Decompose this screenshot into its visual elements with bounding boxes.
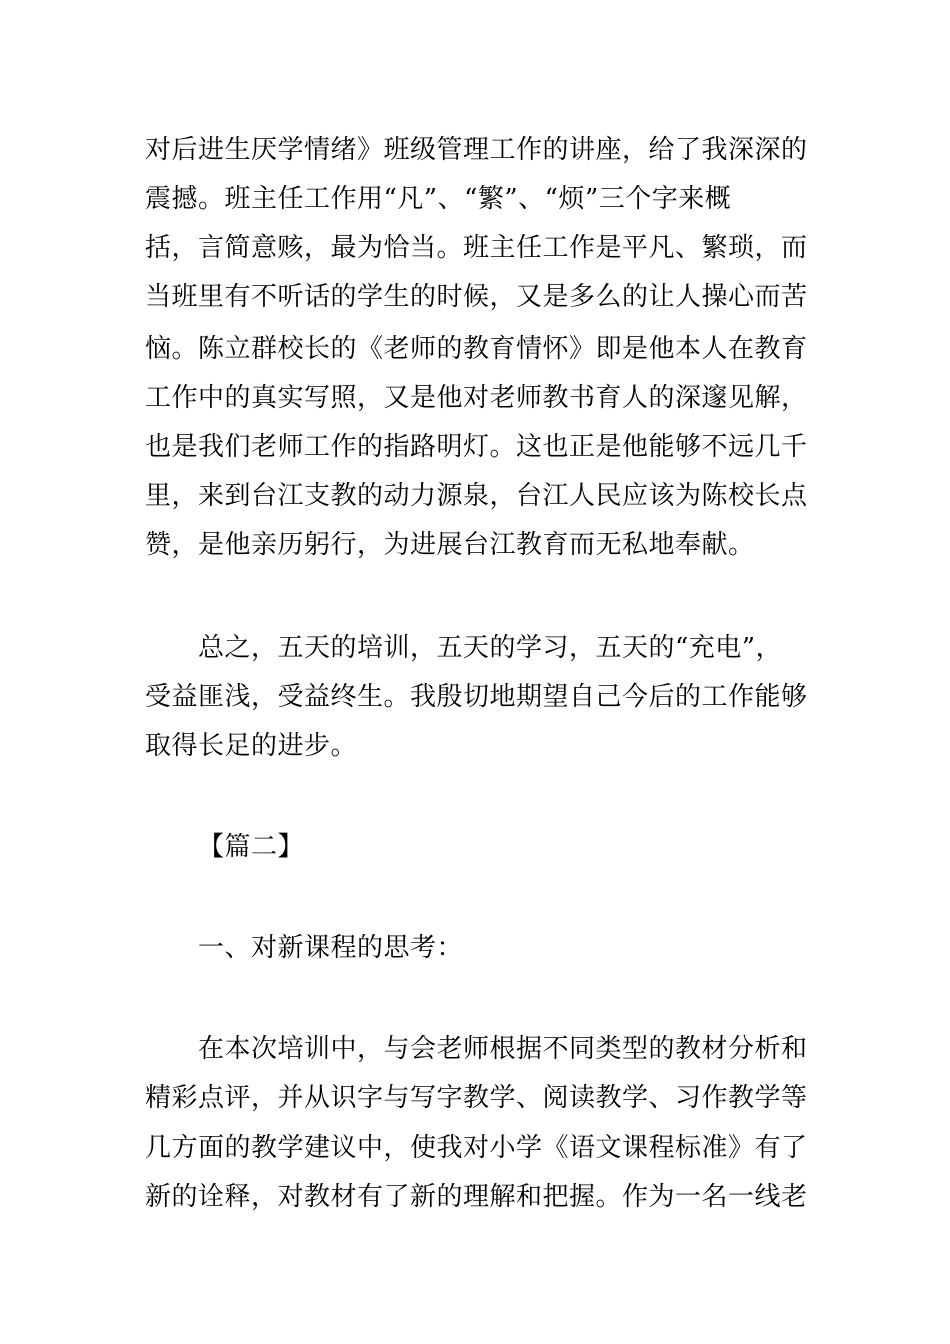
text-line: 工作中的真实写照，又是他对老师教书育人的深邃见解， (145, 383, 808, 413)
text-line: 赞，是他亲历躬行，为进展台江教育而无私地奉献。 (145, 530, 755, 560)
subheading: 一、对新课程的思考： (198, 933, 464, 963)
text-line: 受益匪浅，受益终生。我殷切地期望自己今后的工作能够 (145, 682, 808, 712)
text-line: 里，来到台江支教的动力源泉，台江人民应该为陈校长点 (145, 481, 808, 511)
text-line: 震撼。班主任工作用“凡”、“繁”、“烦”三个字来概 (145, 184, 732, 214)
text-line: 括，言简意赅，最为恰当。班主任工作是平凡、繁琐，而 (145, 233, 808, 263)
text-line: 对后进生厌学情绪》班级管理工作的讲座，给了我深深的 (145, 135, 808, 165)
text-line: 几方面的教学建议中，使我对小学《语文课程标准》有了 (145, 1133, 808, 1163)
text-line: 也是我们老师工作的指路明灯。这也正是他能够不远几千 (145, 432, 808, 462)
text-line: 精彩点评，并从识字与写字教学、阅读教学、习作教学等 (145, 1083, 808, 1113)
text-line: 总之，五天的培训，五天的学习，五天的“充电”， (198, 633, 783, 663)
text-line: 当班里有不听话的学生的时候，又是多么的让人操心而苦 (145, 282, 808, 312)
text-line: 在本次培训中，与会老师根据不同类型的教材分析和 (198, 1034, 808, 1064)
text-line: 新的诠释，对教材有了新的理解和把握。作为一名一线老 (145, 1182, 808, 1212)
section-heading: 【篇二】 (198, 832, 305, 862)
text-line: 取得长足的进步。 (145, 731, 358, 761)
text-line: 恼。陈立群校长的《老师的教育情怀》即是他本人在教育 (145, 334, 808, 364)
